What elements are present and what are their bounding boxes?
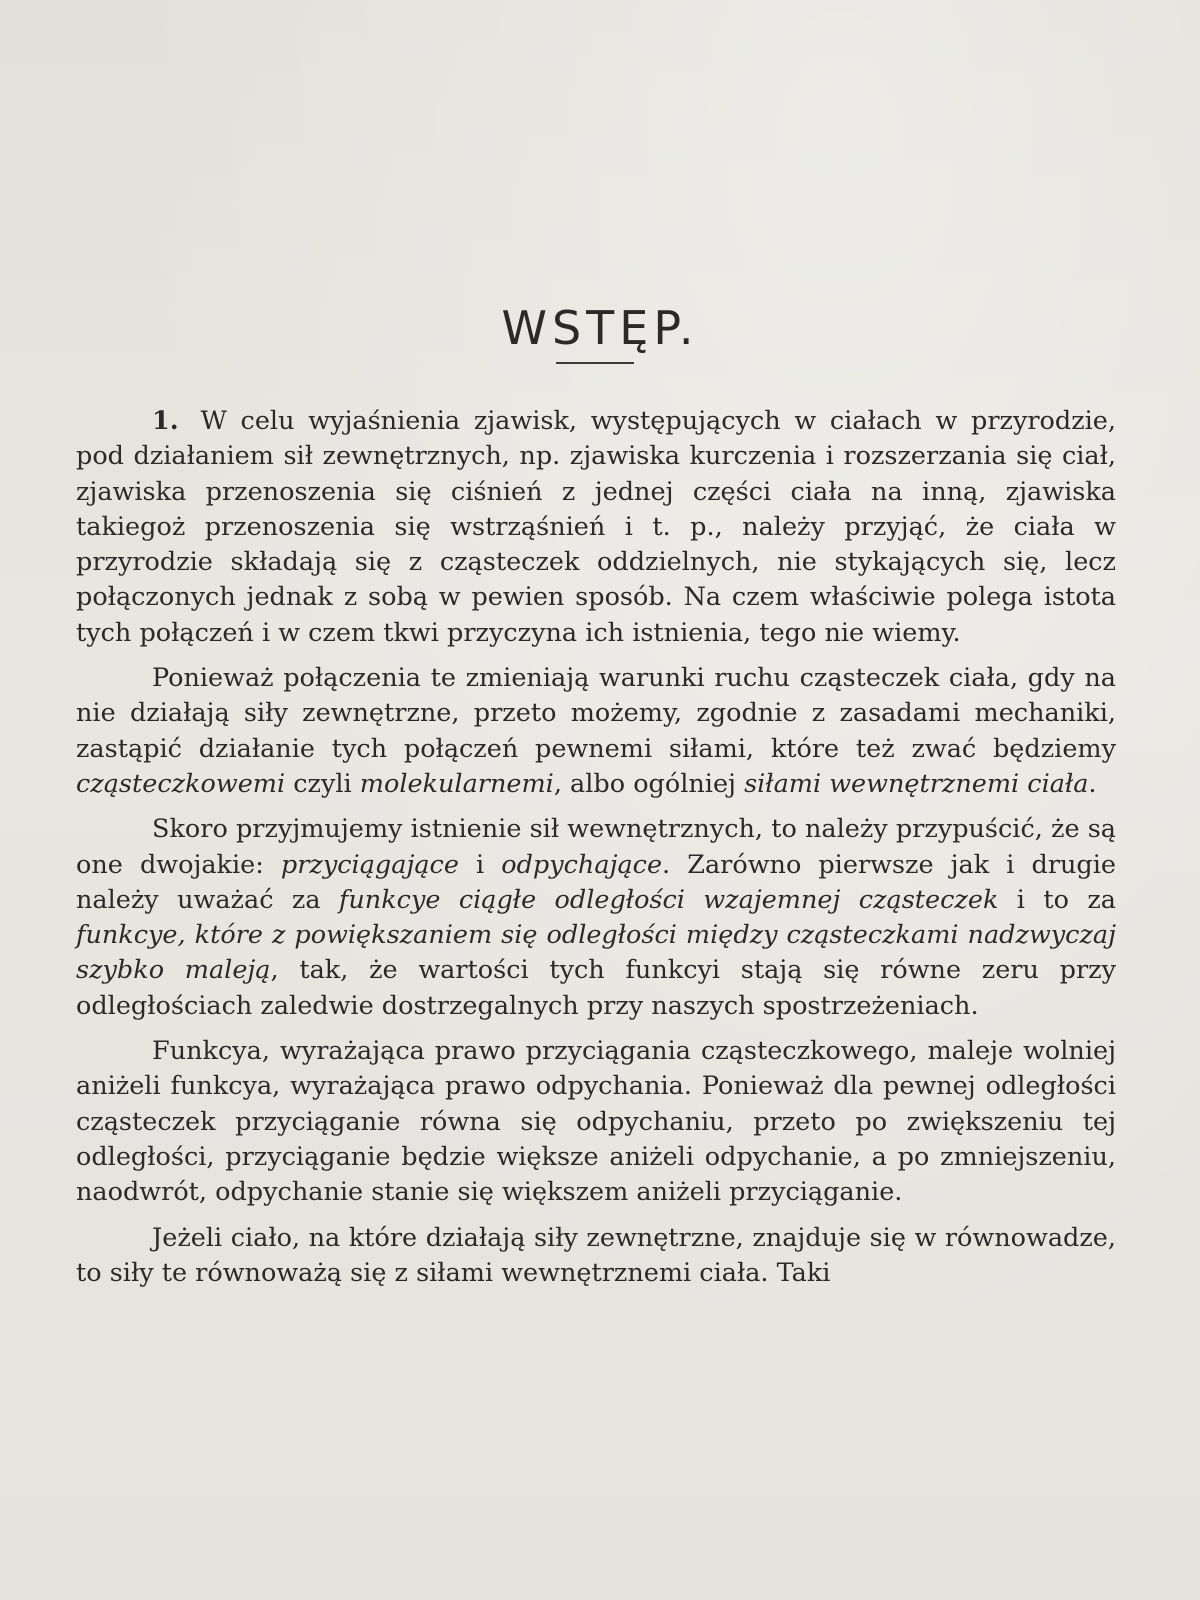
- italic-term: molekularnemi: [359, 768, 554, 799]
- text-run: Jeżeli ciało, na które działają siły zewnętrzne, znajduje się w równowadze, to siły te równoważą się z siłami wewnętrznemi ciała. Taki: [76, 1222, 1116, 1288]
- paragraph: [76, 812, 1116, 1024]
- text-run: i: [458, 849, 502, 880]
- text-run: Ponieważ połączenia te zmieniają warunki ruchu cząsteczek ciała, gdy na nie działają siły zewnętrzne, przeto możemy, zgodnie z zasadami mechaniki, zastąpić działanie tych połączeń pewnemi siłami, które też zwać będziemy: [76, 663, 1116, 764]
- italic-term: odpychające: [501, 849, 663, 880]
- text-run: czyli: [285, 768, 360, 799]
- paragraph: [76, 661, 1116, 802]
- body-text: [76, 404, 1116, 1291]
- paragraph-number: 1.: [152, 406, 179, 436]
- text-run: .: [1088, 768, 1097, 799]
- italic-term: funkcye ciągłe odległości wzajemnej cząsteczek: [338, 884, 999, 915]
- italic-term: siłami wewnętrznemi ciała: [744, 768, 1089, 799]
- chapter-title: WSTĘP.: [501, 300, 699, 355]
- text-run: i to za: [998, 884, 1116, 915]
- paragraph: [76, 1221, 1116, 1292]
- text-run: Funkcya, wyrażająca prawo przyciągania cząsteczkowego, maleje wolniej aniżeli funkcya, wyrażająca prawo odpychania. Ponieważ dla pewnej odległości cząsteczek przyciąganie równa się odpychaniu, przeto po zwiększeniu tej odległości, przyciąganie będzie większe aniżeli odpychanie, a po zmniejszeniu, naodwrót, odpychanie stanie się większem aniżeli przyciąganie.: [76, 1036, 1116, 1208]
- italic-term: funkcye, które z powiększaniem się odległości między cząsteczkami nadzwyczaj szybko maleją: [76, 920, 1116, 986]
- italic-term: cząsteczkowemi: [76, 768, 286, 799]
- paragraph: [76, 1034, 1116, 1210]
- text-run: Skoro przyjmujemy istnienie sił wewnętrznych, to należy przypuścić, że są one dwojakie:: [76, 814, 1116, 880]
- text-run: W celu wyjaśnienia zjawisk, występujących w ciałach w przyrodzie, pod działaniem sił zewnętrznych, np. zjawiska kurczenia i rozszerzania się ciał, zjawiska przenoszenia się ciśnień z jednej części ciała na inną, zjawiska takiegoż przenoszenia się wstrząśnień i t. p., należy przyjąć, że ciała w przyrodzie składają się z cząsteczek oddzielnych, nie stykających się, lecz połączonych jednak z sobą w pewien sposób. Na czem właściwie polega istota tych połączeń i w czem tkwi przyczyna ich istnienia, tego nie wiemy.: [76, 406, 1116, 648]
- text-run: , tak, że wartości tych funkcyi stają się równe zeru przy odległościach zaledwie dostrzegalnych przy naszych spostrzeżeniach.: [76, 955, 1116, 1021]
- text-run: , albo ogólniej: [553, 768, 745, 799]
- italic-term: przyciągające: [280, 849, 459, 880]
- paragraph: [76, 404, 1116, 651]
- title-rule: [556, 362, 634, 364]
- text-run: . Zarówno pierwsze jak i drugie należy uważać za: [76, 849, 1117, 915]
